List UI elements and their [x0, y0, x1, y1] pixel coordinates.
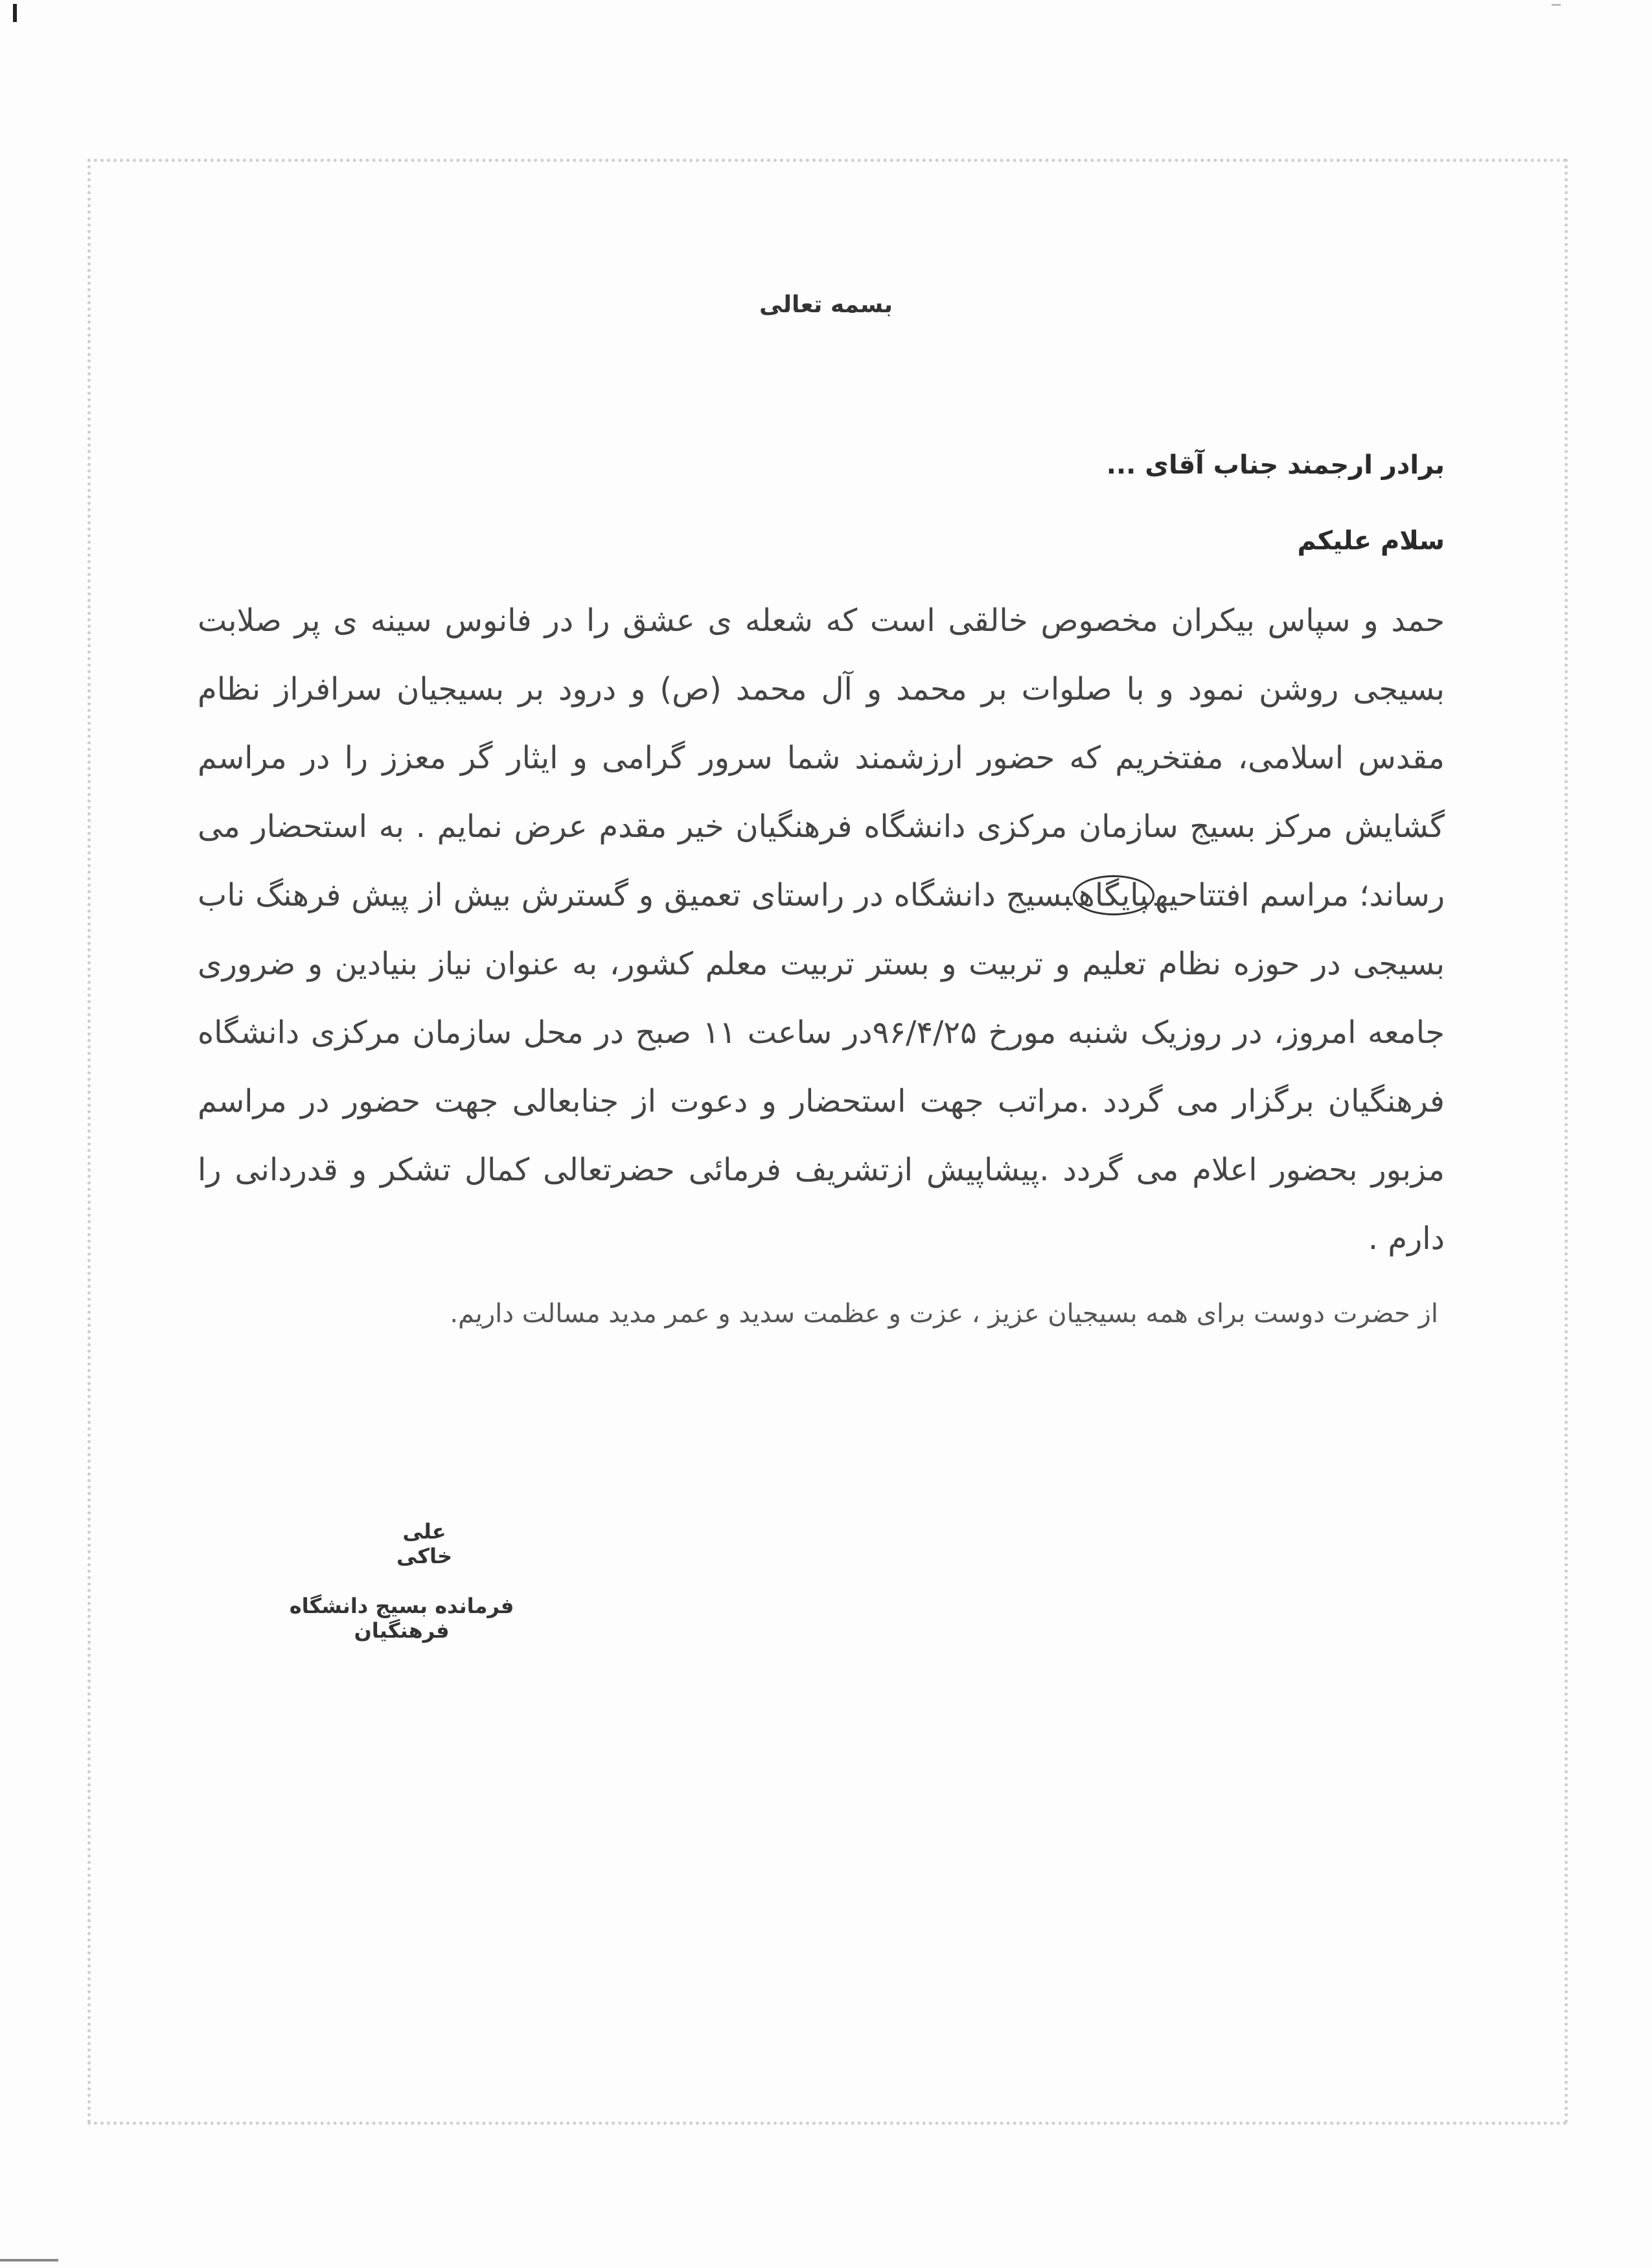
letter-heading: بسمه تعالی	[759, 292, 893, 318]
closing-line: از حضرت دوست برای همه بسیجیان عزیز ، عزت و عظمت سدید و عمر مدید مسالت داریم.	[450, 1299, 1438, 1329]
signature-name: علی خاکی	[396, 1519, 453, 1568]
circled-word: پایگاه	[1073, 875, 1155, 915]
scan-corner-mark-right	[1552, 4, 1561, 6]
body-text-end: بسیج دانشگاه در راستای تعمیق و گسترش بیش از پیش فرهنگ ناب بسیجی در حوزه نظام تعلیم و تربیت و بستر تربیت معلم کشور، به عنوان نیاز بنیادین و ضروری جامعه امروز، در روزیک شنبه مورخ ۹۶/۴/۲۵در ساعت ۱۱ صبح در محل سازمان مرکزی دانشگاه فرهنگیان برگزار می گردد .مراتب جهت استحضار و دعوت از جنابعالی جهت حضور در مراسم مزبور بحضور اعلام می گردد .پیشاپیش ازتشریف فرمائی حضرتعالی کمال تشکر و قدردانی را دارم .	[198, 877, 1445, 1257]
scan-bottom-mark	[0, 2259, 58, 2262]
body-text-start: حمد و سپاس بیکران مخصوص خالقی است که شعله ی عشق را در فانوس سینه ی پر صلابت بسیجی روشن نمود و با صلوات بر محمد و آل محمد (ص) و درود بر بسیجیان سرافراز نظام مقدس اسلامی، مفتخریم که حضور ارزشمند شما سرور گرامی و ایثار گر معزز را در مراسم گشایش مرکز بسیج سازمان مرکزی دانشگاه فرهنگیان خیر مقدم عرض نمایم . به استحضار می رساند؛ مراسم افتتاحیه	[198, 602, 1445, 913]
salutation-line: سلام علیکم	[1297, 526, 1445, 556]
recipient-line: برادر ارجمند جناب آقای ...	[1106, 450, 1445, 480]
letter-body	[198, 586, 1445, 1273]
signature-title: فرمانده بسیج دانشگاه فرهنگیان	[289, 1594, 514, 1643]
scan-corner-mark	[13, 4, 17, 22]
